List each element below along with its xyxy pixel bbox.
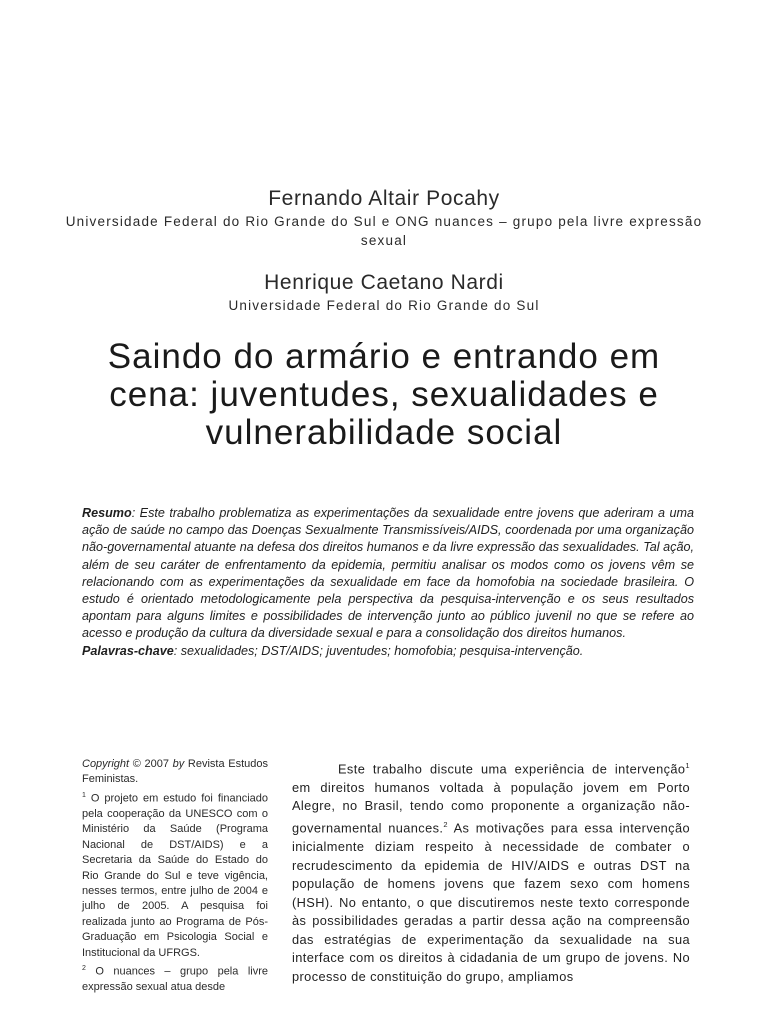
- author-name: Henrique Caetano Nardi: [264, 271, 504, 294]
- footnotes-column: [82, 757, 268, 995]
- footnote-1: [82, 788, 268, 961]
- author-name: Fernando Altair Pocahy: [268, 187, 500, 210]
- body-paragraph: [292, 757, 690, 987]
- footnote-ref: 2: [443, 820, 448, 830]
- footnote-text: O nuances – grupo pela livre expressão sexual atua desde: [82, 965, 268, 993]
- footnote-ref: 1: [685, 761, 690, 770]
- body-text-part: Este trabalho discute uma experiência de intervenção: [338, 761, 686, 777]
- footnote-mark: 2: [82, 964, 86, 972]
- abstract-text: : Este trabalho problematiza as experimentações da sexualidade entre jovens que aderiram a uma ação de saúde no campo das Doenças Sexualmente Transmissíveis/AIDS, coordenada por uma organização não-governamental atuante na defesa dos direitos humanos e da livre expressão das sexualidades. Tal ação, além de seu caráter de enfrentamento da epidemia, permitiu analisar os modos como os jovens vêm se relacionando com as experimentações da sexualidade em face da homofobia na sociedade brasileira. O estudo é orientado metodologicamente pela perspectiva da pesquisa-intervenção e os seus resultados apontam para alguns limites e possibilidades de intervenção junto ao público juvenil no que se refere ao acesso e produção da cultura da diversidade sexual e para a consolidação dos direitos humanos.: [82, 506, 694, 641]
- abstract: [82, 505, 694, 660]
- article-title: Saindo do armário e entrando em cena: juventudes, sexualidades e vulnerabilidade social: [107, 337, 661, 452]
- author-affiliation: Universidade Federal do Rio Grande do Sul e ONG nuances – grupo pela livre expressão sexual: [65, 214, 703, 248]
- footnote-2: [82, 961, 268, 995]
- footnote-text: O projeto em estudo foi financiado pela cooperação da UNESCO com o Ministério da Saúde (Programa Nacional de DST/AIDS) e a Secretaria da Saúde do Estado do Rio Grande do Sul e teve vigência, nesses termos, entre julho de 2004 e julho de 2005. A pesquisa foi realizada junto ao Programa de Pós-Graduação em Psicologia Social e Institucional da UFRGS.: [82, 792, 268, 959]
- copyright-word: Copyright: [82, 758, 130, 770]
- body-text-part: em direitos humanos voltada à população jovem em Porto Alegre, no Brasil, tendo como proponente a organização não-governamental nuances.: [292, 779, 690, 836]
- keywords-label: Palavras-chave: [82, 643, 174, 658]
- author-block-1: [60, 186, 708, 250]
- copyright-year: © 2007: [129, 758, 173, 770]
- copyright-journal: Revista Estudos Feministas.: [82, 758, 268, 786]
- copyright-note: [82, 757, 268, 788]
- author-block-2: [60, 270, 708, 315]
- footnote-mark: 1: [82, 791, 86, 799]
- keywords-text: : sexualidades; DST/AIDS; juventudes; homofobia; pesquisa-intervenção.: [173, 643, 584, 658]
- abstract-label: Resumo: [82, 506, 132, 520]
- author-affiliation: Universidade Federal do Rio Grande do Sul: [228, 298, 540, 313]
- copyright-by: by: [172, 758, 185, 770]
- body-text-part: As motivações para essa intervenção inicialmente diziam respeito à necessidade de combater o recrudescimento da epidemia de HIV/AIDS e outras DST na população de homens jovens que fazem sexo com homens (HSH). No entanto, o que discutiremos neste texto corresponde às possibilidades geradas a partir dessa ação na compreensão das estratégias de experimentação da sexualidade na sua interface com os direitos à cidadania de um grupo de jovens. No processo de constituição do grupo, ampliamos: [292, 820, 690, 985]
